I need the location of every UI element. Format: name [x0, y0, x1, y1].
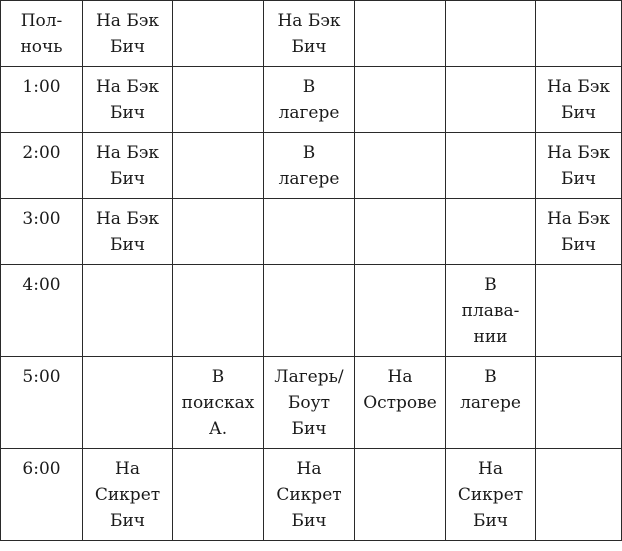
cell-text: [355, 1, 445, 8]
schedule-cell: [355, 67, 446, 133]
schedule-cell: [264, 67, 355, 133]
schedule-cell: [173, 199, 264, 265]
time-cell: [1, 133, 83, 199]
table-row: [1, 265, 622, 357]
time-cell: [1, 1, 83, 67]
cell-text: На Сикрет Бич: [94, 459, 161, 531]
cell-text: На Сикрет Бич: [457, 459, 524, 531]
cell-text: На Бэк Бич: [546, 77, 610, 123]
schedule-cell: [83, 1, 173, 67]
schedule-cell: [173, 133, 264, 199]
cell-text: [536, 449, 621, 456]
schedule-cell: [173, 67, 264, 133]
cell-text: На Бэк Бич: [95, 209, 159, 255]
table-row: [1, 449, 622, 541]
schedule-cell: [446, 133, 536, 199]
cell-text: [264, 199, 354, 206]
schedule-cell: [83, 67, 173, 133]
schedule-cell: [536, 449, 622, 541]
time-label: 2:00: [22, 143, 61, 163]
cell-text: На Бэк Бич: [277, 11, 341, 57]
cell-text: На Бэк Бич: [546, 143, 610, 189]
cell-text: В лагере: [278, 77, 340, 123]
time-label: 5:00: [22, 367, 61, 387]
schedule-cell: [264, 133, 355, 199]
cell-text: [83, 357, 172, 364]
cell-text: [446, 1, 535, 8]
time-label: 3:00: [22, 209, 61, 229]
time-cell: [1, 67, 83, 133]
time-label: 6:00: [22, 459, 61, 479]
schedule-cell: [446, 357, 536, 449]
schedule-cell: [264, 357, 355, 449]
schedule-cell: [355, 265, 446, 357]
time-label: Пол- ночь: [20, 11, 63, 57]
schedule-cell: [173, 357, 264, 449]
time-cell: [1, 357, 83, 449]
time-cell: [1, 265, 83, 357]
cell-text: [173, 265, 263, 272]
cell-text: [355, 449, 445, 456]
schedule-cell: [536, 133, 622, 199]
cell-text: В лагере: [460, 367, 521, 413]
schedule-cell: [355, 199, 446, 265]
cell-text: На Острове: [363, 367, 437, 413]
cell-text: [264, 265, 354, 272]
cell-text: [355, 67, 445, 74]
schedule-cell: [264, 1, 355, 67]
table-row: [1, 357, 622, 449]
cell-text: [355, 199, 445, 206]
schedule-cell: [355, 357, 446, 449]
schedule-cell: [446, 199, 536, 265]
cell-text: [536, 1, 621, 8]
schedule-cell: [536, 357, 622, 449]
cell-text: [173, 1, 263, 8]
schedule-cell: [83, 265, 173, 357]
schedule-cell: [83, 133, 173, 199]
schedule-cell: [536, 67, 622, 133]
schedule-cell: [355, 1, 446, 67]
table-row: [1, 1, 622, 67]
schedule-cell: [446, 1, 536, 67]
table-row: [1, 133, 622, 199]
cell-text: [446, 67, 535, 74]
schedule-cell: [173, 265, 264, 357]
cell-text: [355, 265, 445, 272]
schedule-cell: [264, 265, 355, 357]
schedule-cell: [536, 1, 622, 67]
table-row: [1, 199, 622, 265]
cell-text: [446, 133, 535, 140]
schedule-cell: [83, 357, 173, 449]
cell-text: Лагерь/ Боут Бич: [274, 367, 344, 439]
schedule-cell: [264, 199, 355, 265]
schedule-cell: [536, 199, 622, 265]
schedule-cell: [536, 265, 622, 357]
cell-text: [173, 133, 263, 140]
time-cell: [1, 199, 83, 265]
cell-text: На Бэк Бич: [95, 77, 159, 123]
schedule-cell: [173, 449, 264, 541]
schedule-cell: [355, 449, 446, 541]
schedule-cell: [355, 133, 446, 199]
time-cell: [1, 449, 83, 541]
cell-text: [173, 449, 263, 456]
schedule-body: [1, 1, 622, 541]
schedule-cell: [446, 67, 536, 133]
cell-text: На Сикрет Бич: [276, 459, 342, 531]
cell-text: [355, 133, 445, 140]
schedule-cell: [173, 1, 264, 67]
time-label: 4:00: [22, 275, 61, 295]
schedule-cell: [83, 449, 173, 541]
cell-text: На Бэк Бич: [546, 209, 610, 255]
cell-text: В лагере: [278, 143, 340, 189]
schedule-cell: [446, 449, 536, 541]
cell-text: [83, 265, 172, 272]
schedule-cell: [264, 449, 355, 541]
schedule-cell: [83, 199, 173, 265]
time-label: 1:00: [22, 77, 61, 97]
schedule-cell: [446, 265, 536, 357]
cell-text: На Бэк Бич: [95, 143, 159, 189]
cell-text: [173, 199, 263, 206]
cell-text: [536, 265, 621, 272]
cell-text: В поисках А.: [181, 367, 255, 439]
cell-text: На Бэк Бич: [95, 11, 159, 57]
cell-text: [173, 67, 263, 74]
table-row: [1, 67, 622, 133]
cell-text: [536, 357, 621, 364]
cell-text: В плава- нии: [461, 275, 520, 347]
cell-text: [446, 199, 535, 206]
